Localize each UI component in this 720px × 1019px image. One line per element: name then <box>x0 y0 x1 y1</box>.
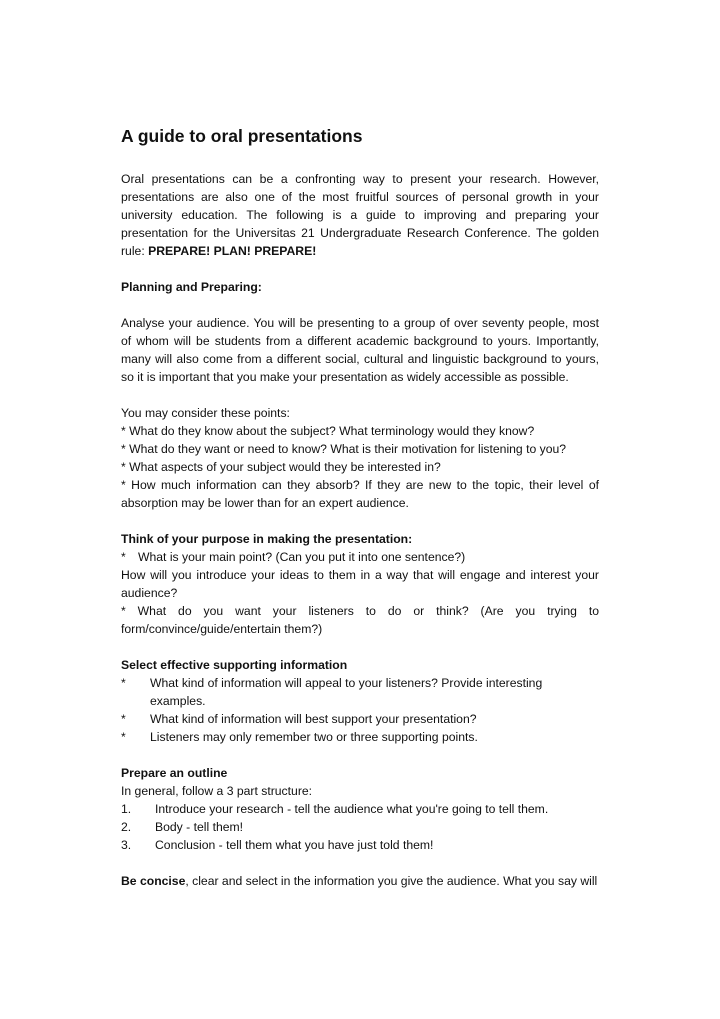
purpose-item <box>121 548 599 566</box>
supporting-item-text: What kind of information will appeal to your listeners? Provide interesting examples. <box>150 676 543 708</box>
supporting-item <box>121 728 599 746</box>
supporting-item-text: Listeners may only remember two or three supporting points. <box>150 730 478 744</box>
document-body <box>121 170 599 890</box>
outline-item <box>121 836 599 854</box>
concise-bold: Be concise <box>121 874 186 888</box>
outline-item-text: Body - tell them! <box>155 820 244 834</box>
purpose-paragraph: How will you introduce your ideas to them in a way that will engage and interest your audience? <box>121 568 599 600</box>
outline-item <box>121 800 599 818</box>
supporting-item <box>121 674 599 710</box>
outline-heading: Prepare an outline <box>121 766 228 780</box>
planning-heading: Planning and Preparing: <box>121 280 262 294</box>
list-number: 1. <box>121 802 132 816</box>
points-item: * What do they want or need to know? What is their motivation for listening to you? <box>121 442 567 456</box>
points-item: * What aspects of your subject would they be interested in? <box>121 460 441 474</box>
purpose-heading: Think of your purpose in making the presentation: <box>121 532 413 546</box>
points-lead: You may consider these points: <box>121 406 290 420</box>
supporting-item <box>121 710 599 728</box>
planning-paragraph: Analyse your audience. You will be presenting to a group of over seventy people, most of whom will be students from a different academic background to yours. Importantly, many will also come from a different social, cultural and linguistic background to yours, so it is important that you make your presentation as widely accessible as possible. <box>121 316 599 384</box>
purpose-item: * What do you want your listeners to do or think? (Are you trying to form/convince/guide/entertain them?) <box>121 604 599 636</box>
outline-item-text: Introduce your research - tell the audience what you're going to tell them. <box>155 802 549 816</box>
bullet-marker: * <box>121 550 126 564</box>
concise-paragraph <box>121 872 599 890</box>
purpose-item-text: What is your main point? (Can you put it into one sentence?) <box>138 550 466 564</box>
list-number: 2. <box>121 820 132 834</box>
golden-rule: PREPARE! PLAN! PREPARE! <box>148 244 317 258</box>
outline-lead: In general, follow a 3 part structure: <box>121 784 313 798</box>
points-item: * How much information can they absorb? If they are new to the topic, their level of absorption may be lower than for an expert audience. <box>121 478 599 510</box>
concise-text: , clear and select in the information you give the audience. What you say will <box>185 874 598 888</box>
supporting-heading: Select effective supporting information <box>121 658 348 672</box>
bullet-marker: * <box>121 712 126 726</box>
points-item: * What do they know about the subject? What terminology would they know? <box>121 424 535 438</box>
bullet-marker: * <box>121 676 126 690</box>
outline-item-text: Conclusion - tell them what you have just told them! <box>155 838 434 852</box>
intro-text: Oral presentations can be a confronting way to present your research. However, presentations are also one of the most fruitful sources of personal growth in your university education. The following is a guide to improving and preparing your presentation for the Universitas 21 Undergraduate Research Conference. The golden rule: <box>121 172 599 258</box>
document-title: A guide to oral presentations <box>121 126 363 146</box>
outline-item <box>121 818 599 836</box>
supporting-item-text: What kind of information will best support your presentation? <box>150 712 477 726</box>
list-number: 3. <box>121 838 132 852</box>
bullet-marker: * <box>121 730 126 744</box>
intro-paragraph <box>121 170 599 260</box>
